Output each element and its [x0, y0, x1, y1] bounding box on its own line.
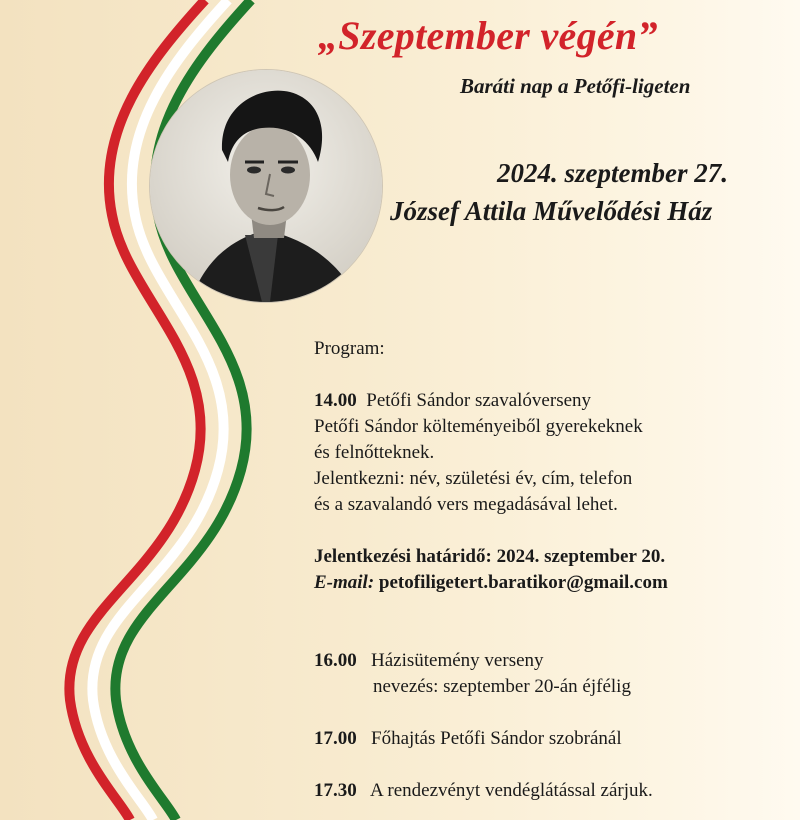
program-time: 16.00	[314, 650, 357, 671]
program-item	[314, 648, 784, 674]
program-time: 14.00	[314, 390, 357, 411]
event-date: 2024. szeptember 27.	[497, 158, 728, 188]
program-title: Házisütemény verseny	[371, 650, 544, 671]
program-item	[314, 778, 784, 804]
program-item	[314, 388, 784, 414]
portrait-drawing	[150, 70, 382, 302]
program-section	[314, 336, 784, 804]
program-line: Petőfi Sándor költeményeiből gyerekeknek	[314, 416, 643, 437]
program-title: Petőfi Sándor szavalóverseny	[366, 390, 592, 411]
email-link[interactable]: petofiligetert.baratikor@gmail.com	[378, 572, 668, 593]
program-title: A rendezvényt vendéglátással zárjuk.	[369, 780, 653, 801]
program-line: és felnőtteknek.	[314, 442, 435, 463]
page-title: „Szeptember végén”	[318, 13, 658, 58]
program-line: és a szavalandó vers megadásával lehet.	[314, 494, 618, 515]
page-subtitle: Baráti nap a Petőfi-ligeten	[460, 74, 691, 98]
program-heading: Program:	[314, 338, 385, 359]
program-time: 17.00	[314, 728, 357, 749]
event-venue: József Attila Művelődési Ház	[390, 196, 713, 226]
deadline: Jelentkezési határidő: 2024. szeptember 20.	[314, 546, 666, 567]
portrait-image	[150, 70, 382, 302]
program-time: 17.30	[314, 780, 357, 801]
program-item	[314, 726, 784, 752]
program-title: Főhajtás Petőfi Sándor szobránál	[371, 728, 622, 749]
program-line: Jelentkezni: név, születési év, cím, telefon	[314, 468, 633, 489]
program-line: nevezés: szeptember 20-án éjfélig	[373, 676, 631, 697]
email-label: E-mail:	[314, 572, 375, 593]
